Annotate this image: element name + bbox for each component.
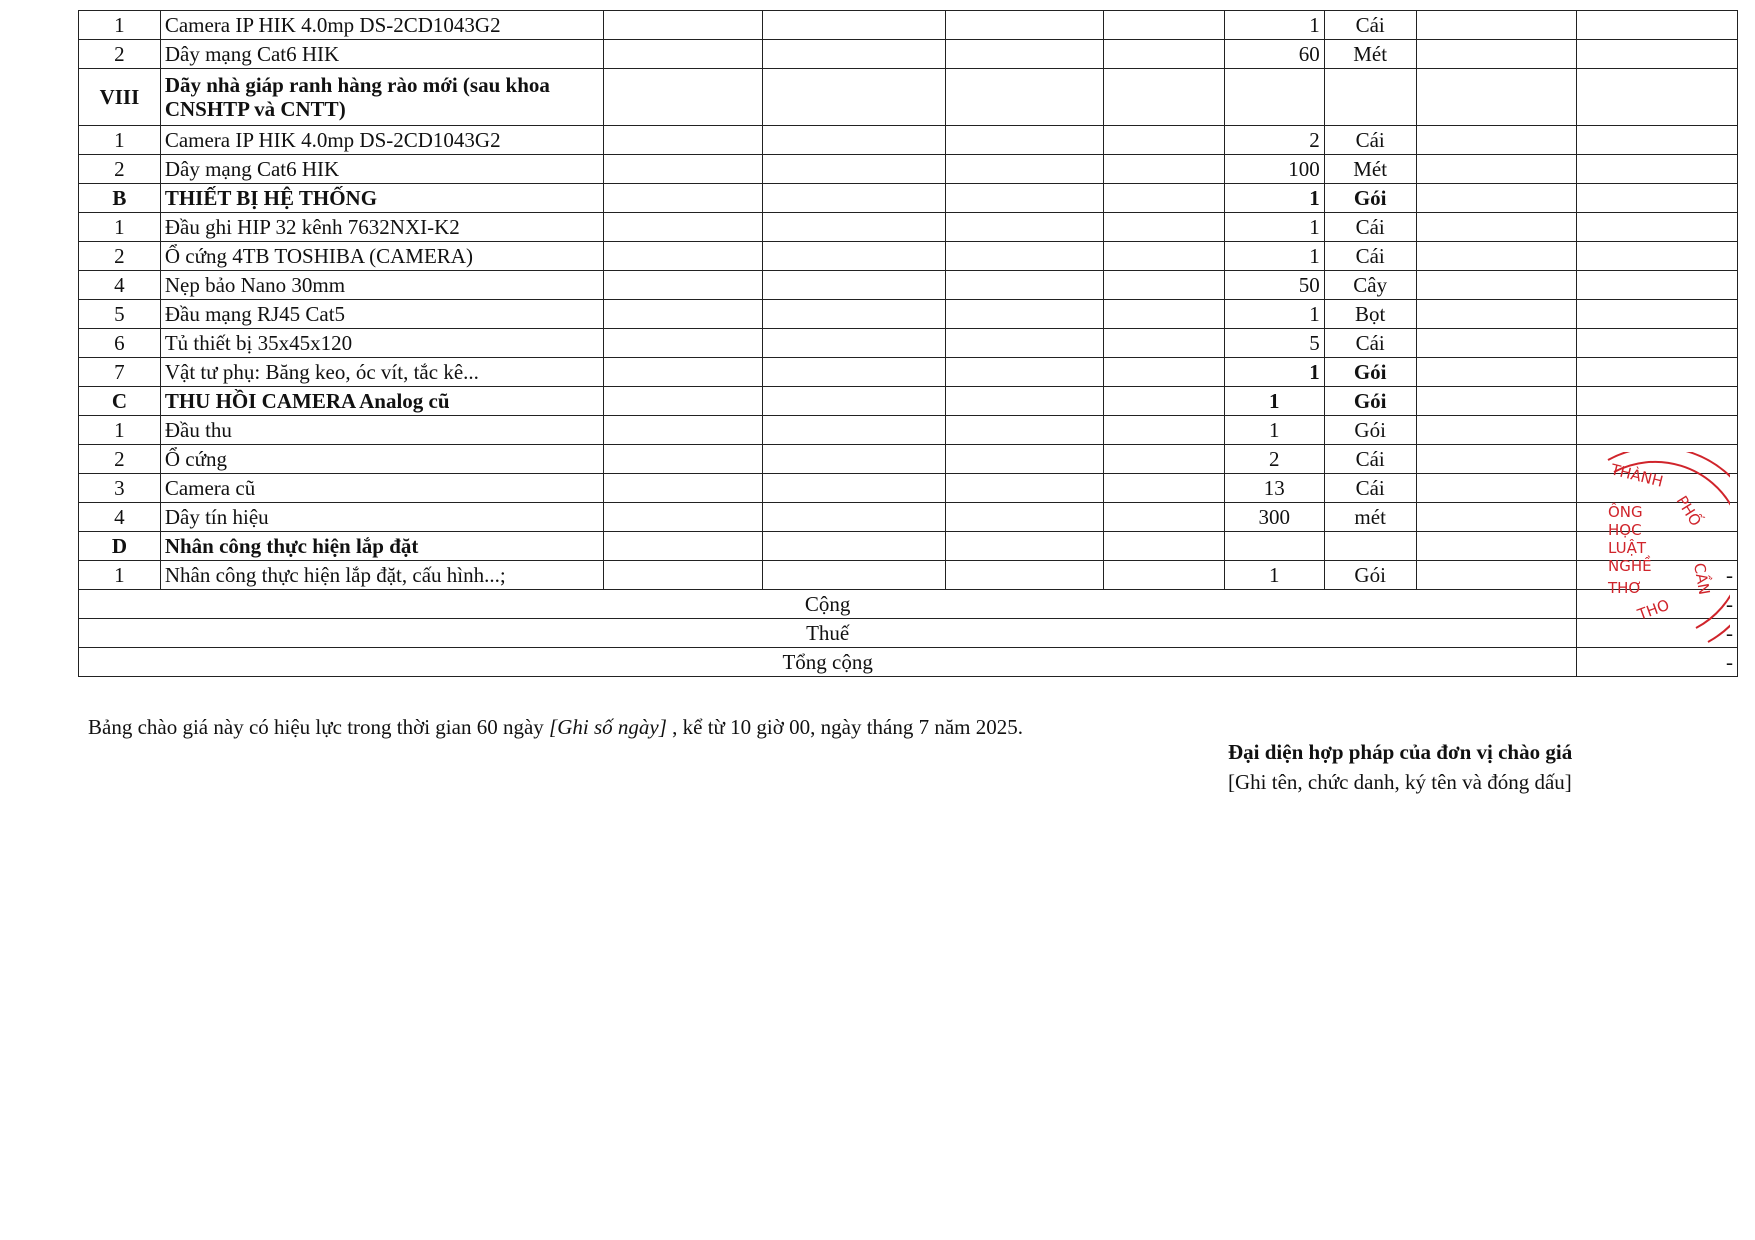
table-row <box>79 40 1738 69</box>
row-stt: 2 <box>79 155 161 184</box>
row-name: Vật tư phụ: Băng keo, óc vít, tắc kê... <box>160 358 604 387</box>
validity-note <box>88 715 1023 740</box>
row-qty: 300 <box>1224 503 1324 532</box>
row-qty: 1 <box>1224 358 1324 387</box>
row-stt: 2 <box>79 242 161 271</box>
row-unit: Cái <box>1324 474 1416 503</box>
row-stt: 7 <box>79 358 161 387</box>
row-unit: Cái <box>1324 242 1416 271</box>
row-stt: 1 <box>79 416 161 445</box>
row-unit: Gói <box>1324 184 1416 213</box>
row-stt: 2 <box>79 445 161 474</box>
row-stt: 1 <box>79 561 161 590</box>
summary-label: Tổng cộng <box>79 648 1577 677</box>
row-name: Camera IP HIK 4.0mp DS-2CD1043G2 <box>160 126 604 155</box>
validity-note-placeholder: [Ghi số ngày] <box>549 715 667 739</box>
row-stt: 4 <box>79 271 161 300</box>
row-qty: 1 <box>1224 184 1324 213</box>
table-row <box>79 300 1738 329</box>
row-name: Dây mạng Cat6 HIK <box>160 40 604 69</box>
row-name: Nẹp bảo Nano 30mm <box>160 271 604 300</box>
summary-label: Thuế <box>79 619 1577 648</box>
row-qty: 60 <box>1224 40 1324 69</box>
row-qty: 1 <box>1224 387 1324 416</box>
svg-text:HỌC: HỌC <box>1608 521 1642 539</box>
row-name: Nhân công thực hiện lắp đặt <box>160 532 604 561</box>
section-row <box>79 184 1738 213</box>
row-unit <box>1324 532 1416 561</box>
row-name: Đầu mạng RJ45 Cat5 <box>160 300 604 329</box>
representative-subtitle: [Ghi tên, chức danh, ký tên và đóng dấu] <box>1228 770 1572 794</box>
row-unit: Cái <box>1324 213 1416 242</box>
table-row: 1 Nhân công thực hiện lắp đặt, cấu hình...; 1 Gói - <box>79 561 1738 590</box>
row-name: Camera cũ <box>160 474 604 503</box>
row-name: Tủ thiết bị 35x45x120 <box>160 329 604 358</box>
row-qty: 1 <box>1224 561 1324 590</box>
row-stt: 3 <box>79 474 161 503</box>
validity-note-text: Bảng chào giá này có hiệu lực trong thời gian 60 ngày <box>88 715 550 739</box>
row-name: Dây tín hiệu <box>160 503 604 532</box>
table-row <box>79 329 1738 358</box>
row-qty: 1 <box>1224 300 1324 329</box>
row-qty: 1 <box>1224 11 1324 40</box>
row-qty: 1 <box>1224 416 1324 445</box>
row-stt: D <box>79 532 161 561</box>
row-stt: 1 <box>79 126 161 155</box>
quotation-table-body <box>79 11 1738 677</box>
summary-row <box>79 648 1738 677</box>
row-qty <box>1224 69 1324 126</box>
row-stt: 6 <box>79 329 161 358</box>
red-seal-stamp <box>1598 452 1730 652</box>
row-stt: 1 <box>79 213 161 242</box>
row-name: Dây mạng Cat6 HIK <box>160 155 604 184</box>
row-qty: 1 <box>1224 242 1324 271</box>
section-row <box>79 532 1738 561</box>
table-row <box>79 213 1738 242</box>
table-row <box>79 503 1738 532</box>
row-unit <box>1324 69 1416 126</box>
section-row <box>79 387 1738 416</box>
table-row <box>79 445 1738 474</box>
section-row <box>79 69 1738 126</box>
table-row <box>79 358 1738 387</box>
row-unit: Mét <box>1324 155 1416 184</box>
row-unit: Bọt <box>1324 300 1416 329</box>
row-unit: Cái <box>1324 126 1416 155</box>
row-name: Đầu thu <box>160 416 604 445</box>
row-name: THIẾT BỊ HỆ THỐNG <box>160 184 604 213</box>
svg-text:NGHỀ: NGHỀ <box>1608 557 1652 575</box>
row-qty: 13 <box>1224 474 1324 503</box>
validity-note-date: , kể từ 10 giờ 00, ngày tháng 7 năm 2025. <box>666 715 1023 739</box>
row-name: Camera IP HIK 4.0mp DS-2CD1043G2 <box>160 11 604 40</box>
row-stt: VIII <box>79 69 161 126</box>
table-row <box>79 126 1738 155</box>
row-stt: B <box>79 184 161 213</box>
table-row <box>79 271 1738 300</box>
row-qty: 100 <box>1224 155 1324 184</box>
table-row <box>79 474 1738 503</box>
row-stt: 5 <box>79 300 161 329</box>
row-qty <box>1224 532 1324 561</box>
row-stt: 4 <box>79 503 161 532</box>
svg-text:ÔNG: ÔNG <box>1608 503 1643 521</box>
summary-label: Cộng <box>79 590 1577 619</box>
row-qty: 1 <box>1224 213 1324 242</box>
table-row <box>79 155 1738 184</box>
summary-value: - <box>1577 648 1738 677</box>
quotation-table <box>78 10 1738 677</box>
svg-text:THÀNH: THÀNH <box>1609 460 1666 491</box>
table-row <box>79 11 1738 40</box>
row-name: Dãy nhà giáp ranh hàng rào mới (sau khoa CNSHTP và CNTT) <box>160 69 604 126</box>
summary-value: - <box>1577 590 1738 619</box>
row-unit: Gói <box>1324 416 1416 445</box>
row-qty: 50 <box>1224 271 1324 300</box>
summary-row <box>79 619 1738 648</box>
table-row <box>79 416 1738 445</box>
row-unit: mét <box>1324 503 1416 532</box>
row-unit: Cái <box>1324 329 1416 358</box>
summary-row <box>79 590 1738 619</box>
svg-text:PHỐ: PHỐ <box>1672 492 1705 530</box>
representative-title: Đại diện hợp pháp của đơn vị chào giá <box>1228 740 1573 764</box>
row-qty: 2 <box>1224 445 1324 474</box>
row-name: Nhân công thực hiện lắp đặt, cấu hình...; <box>160 561 604 590</box>
row-unit: Gói <box>1324 561 1416 590</box>
row-name: Ổ cứng <box>160 445 604 474</box>
row-name: THU HỒI CAMERA Analog cũ <box>160 387 604 416</box>
row-qty: 5 <box>1224 329 1324 358</box>
row-unit: Cái <box>1324 445 1416 474</box>
row-name: Đầu ghi HIP 32 kênh 7632NXI-K2 <box>160 213 604 242</box>
table-row <box>79 242 1738 271</box>
row-qty: 2 <box>1224 126 1324 155</box>
svg-text:CẦN: CẦN <box>1690 561 1714 597</box>
svg-text:THO: THO <box>1635 595 1672 624</box>
row-unit: Gói <box>1324 358 1416 387</box>
row-unit: Gói <box>1324 387 1416 416</box>
svg-text:THƠ: THƠ <box>1608 579 1643 597</box>
row-stt: 2 <box>79 40 161 69</box>
row-stt: C <box>79 387 161 416</box>
summary-value: - <box>1577 619 1738 648</box>
row-unit: Cái <box>1324 11 1416 40</box>
row-stt: 1 <box>79 11 161 40</box>
svg-text:LUẬT: LUẬT <box>1608 539 1647 557</box>
row-name: Ổ cứng 4TB TOSHIBA (CAMERA) <box>160 242 604 271</box>
row-unit: Mét <box>1324 40 1416 69</box>
row-unit: Cây <box>1324 271 1416 300</box>
